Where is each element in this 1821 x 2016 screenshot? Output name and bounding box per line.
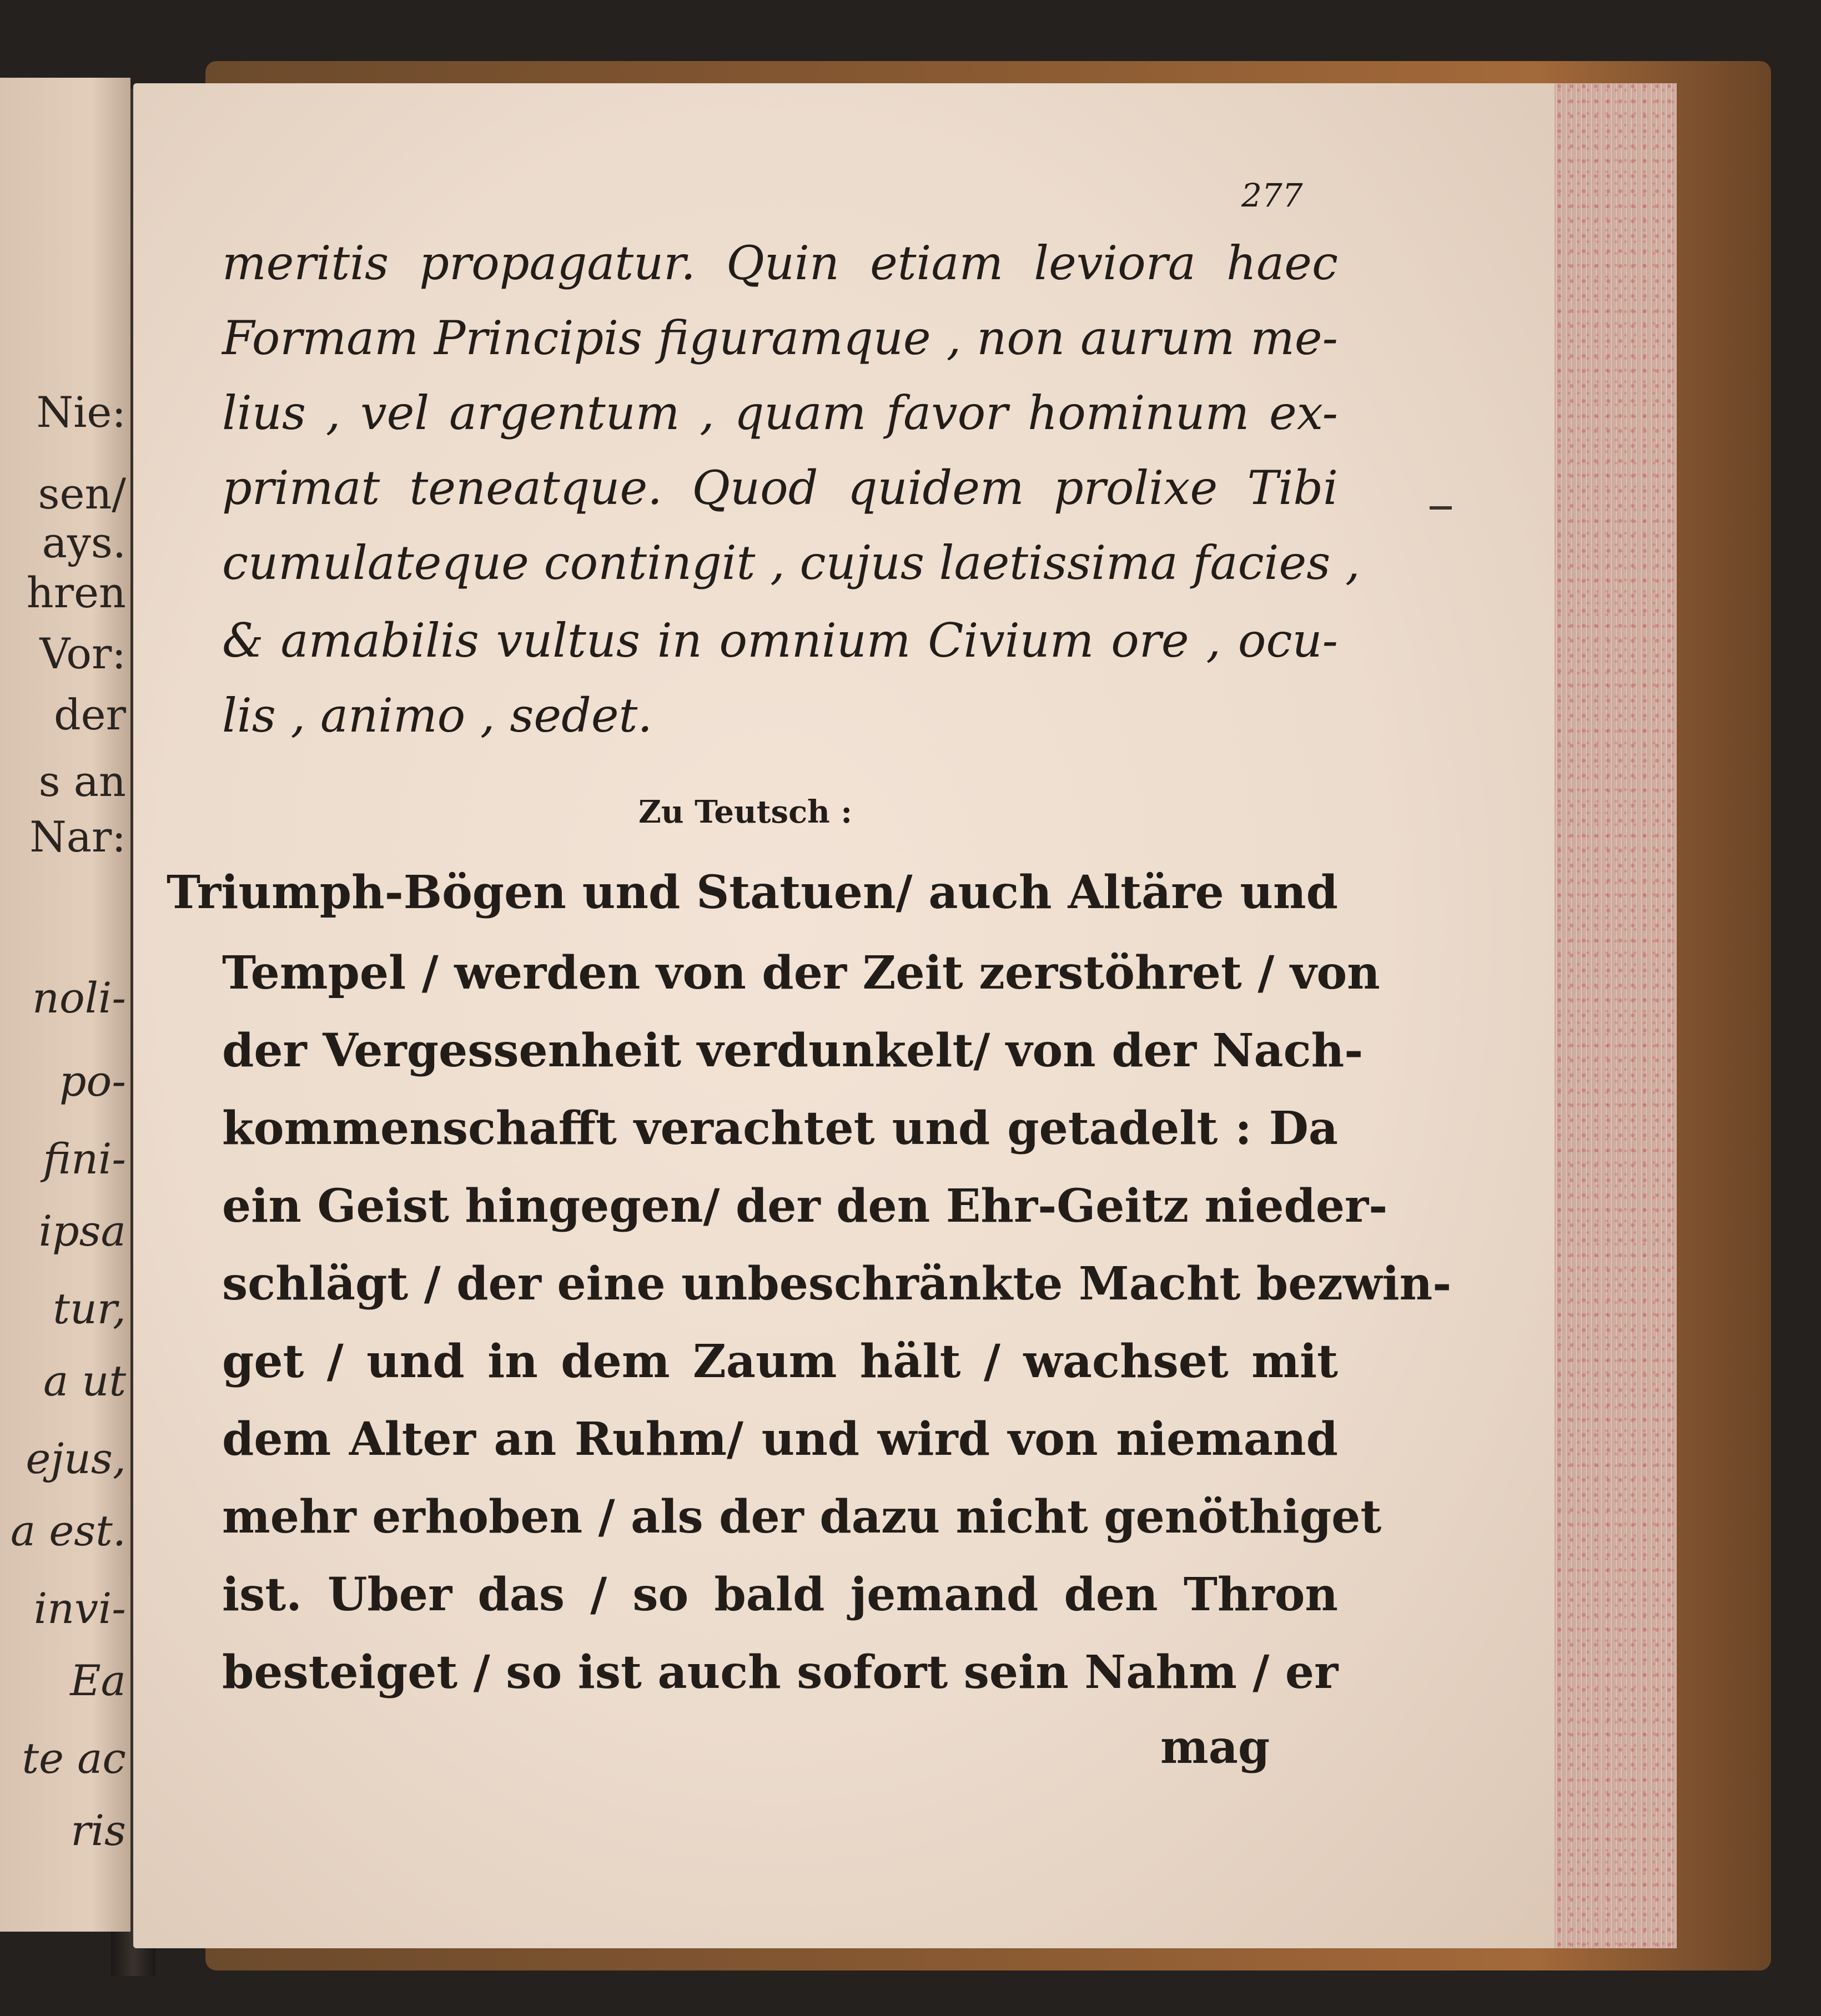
left-fragment: ipsa bbox=[38, 1206, 126, 1256]
left-fragment: te ac bbox=[22, 1733, 126, 1783]
left-fragment: invi- bbox=[33, 1584, 126, 1633]
left-fragment: der bbox=[54, 690, 126, 739]
left-fragment: Nar: bbox=[29, 812, 126, 861]
left-fragment: Nie: bbox=[36, 387, 126, 437]
german-line: Tempel / werden von der Zeit zerstöhret / von bbox=[222, 946, 1380, 1000]
page-number: 277 bbox=[1241, 177, 1303, 214]
latin-line: cumulateque contingit , cujus laetissima facies , bbox=[222, 536, 1360, 590]
german-line: kommenschafft verachtet und getadelt : Da bbox=[222, 1102, 1338, 1155]
german-line: der Vergessenheit verdunkelt/ von der Nach- bbox=[222, 1024, 1364, 1077]
left-fragment: Ea bbox=[70, 1656, 126, 1705]
latin-line: Formam Principis figuramque , non aurum me- bbox=[222, 311, 1338, 365]
german-line: schlägt / der eine unbeschränkte Macht bezwin- bbox=[222, 1257, 1452, 1311]
german-line: ein Geist hingegen/ der den Ehr-Geitz nieder- bbox=[222, 1180, 1388, 1233]
left-fragment: ris bbox=[71, 1806, 126, 1855]
left-fragment: Vor: bbox=[39, 629, 126, 678]
catchword: mag bbox=[1160, 1721, 1270, 1774]
latin-line: primat teneatque. Quod quidem prolixe Tibi bbox=[222, 461, 1338, 515]
left-fragment: ejus, bbox=[26, 1434, 126, 1483]
left-fragment: hren bbox=[26, 568, 126, 617]
german-line: dem Alter an Ruhm/ und wird von niemand bbox=[222, 1413, 1338, 1466]
german-line: besteiget / so ist auch sofort sein Nahm / er bbox=[222, 1646, 1339, 1699]
latin-line: lius , vel argentum , quam favor hominum ex- bbox=[222, 386, 1338, 440]
left-fragment: sen/ bbox=[38, 469, 126, 518]
left-fragment: po- bbox=[59, 1056, 126, 1106]
german-line: get / und in dem Zaum hält / wachset mit bbox=[222, 1335, 1338, 1388]
german-line: ist. Uber das / so bald jemand den Thron bbox=[222, 1568, 1338, 1621]
left-fragment: ays. bbox=[42, 518, 126, 567]
left-fragment: a est. bbox=[10, 1506, 126, 1555]
page-edges bbox=[1543, 83, 1677, 1948]
german-line: Triumph-Bögen und Statuen/ auch Altäre und bbox=[167, 866, 1338, 919]
german-line: mehr erhoben / als der dazu nicht genöthiget bbox=[222, 1490, 1382, 1544]
left-fragment: fini- bbox=[43, 1134, 126, 1183]
latin-line: meritis propagatur. Quin etiam leviora haec bbox=[222, 236, 1338, 290]
section-heading: Zu Teutsch : bbox=[638, 794, 853, 830]
margin-mark bbox=[1430, 506, 1452, 510]
left-page bbox=[0, 78, 130, 1932]
left-fragment: a ut bbox=[43, 1356, 126, 1405]
latin-line: & amabilis vultus in omnium Civium ore , ocu- bbox=[222, 613, 1338, 668]
left-fragment: s an bbox=[38, 757, 126, 806]
left-fragment: tur, bbox=[53, 1284, 126, 1333]
latin-line: lis , animo , sedet. bbox=[222, 688, 653, 743]
left-fragment: noli- bbox=[32, 973, 126, 1022]
